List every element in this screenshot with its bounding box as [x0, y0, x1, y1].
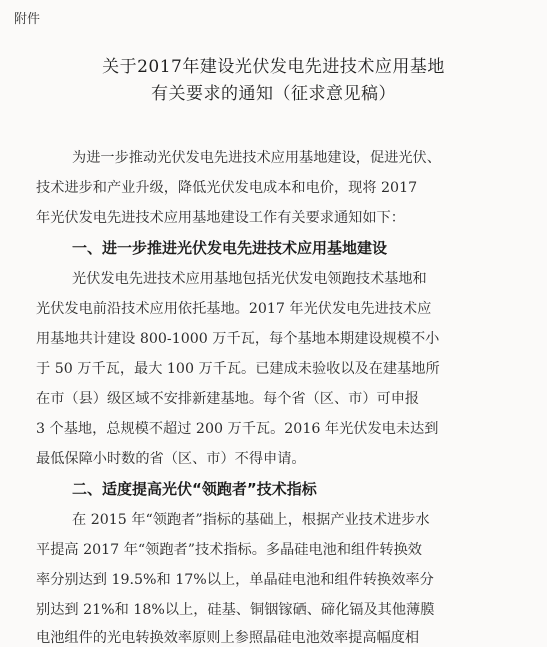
- section-2-heading: 二、适度提高光伏“领跑者”技术指标: [72, 480, 317, 498]
- section-1-line: 于 50 万千瓦，最大 100 万千瓦。已建成未验收以及在建基地所: [36, 361, 440, 377]
- section-1-line: 用基地共计建设 800-1000 万千瓦，每个基地本期建设规模不小: [36, 331, 440, 347]
- section-1-line: 在市（县）级区域不安排新建基地。每个省（区、市）可申报: [36, 391, 420, 407]
- document-title-line-1: 关于2017年建设光伏发电先进技术应用基地: [102, 57, 445, 77]
- section-1-line: 光伏发电前沿技术应用依托基地。2017 年光伏发电先进技术应: [36, 301, 432, 317]
- section-1-line: 最低保障小时数的省（区、市）不得申请。: [36, 451, 306, 467]
- section-2-line: 平提高 2017 年“领跑者”技术指标。多晶硅电池和组件转换效: [36, 542, 422, 558]
- section-1-line: 3 个基地，总规模不超过 200 万千瓦。2016 年光伏发电未达到: [36, 421, 439, 437]
- document-title-line-2: 有关要求的通知（征求意见稿）: [151, 84, 396, 104]
- intro-line: 年光伏发电先进技术应用基地建设工作有关要求通知如下：: [36, 210, 405, 226]
- section-1-line: 光伏发电先进技术应用基地包括光伏发电领跑技术基地和: [72, 271, 427, 287]
- section-1-heading: 一、进一步推进光伏发电先进技术应用基地建设: [72, 239, 388, 257]
- section-2-line: 电池组件的光电转换效率原则上参照晶硅电池效率提高幅度相: [36, 630, 420, 646]
- section-2-line: 在 2015 年“领跑者”指标的基础上，根据产业技术进步水: [72, 512, 430, 528]
- intro-line: 为进一步推动光伏发电先进技术应用基地建设，促进光伏、: [72, 150, 441, 166]
- attachment-label: 附件: [14, 12, 41, 27]
- intro-line: 技术进步和产业升级，降低光伏发电成本和电价，现将 2017: [36, 180, 418, 196]
- section-2-line: 率分别达到 19.5%和 17%以上，单晶硅电池和组件转换效率分: [36, 572, 434, 588]
- section-2-line: 别达到 21%和 18%以上，硅基、铜铟镓硒、碲化镉及其他薄膜: [36, 602, 435, 618]
